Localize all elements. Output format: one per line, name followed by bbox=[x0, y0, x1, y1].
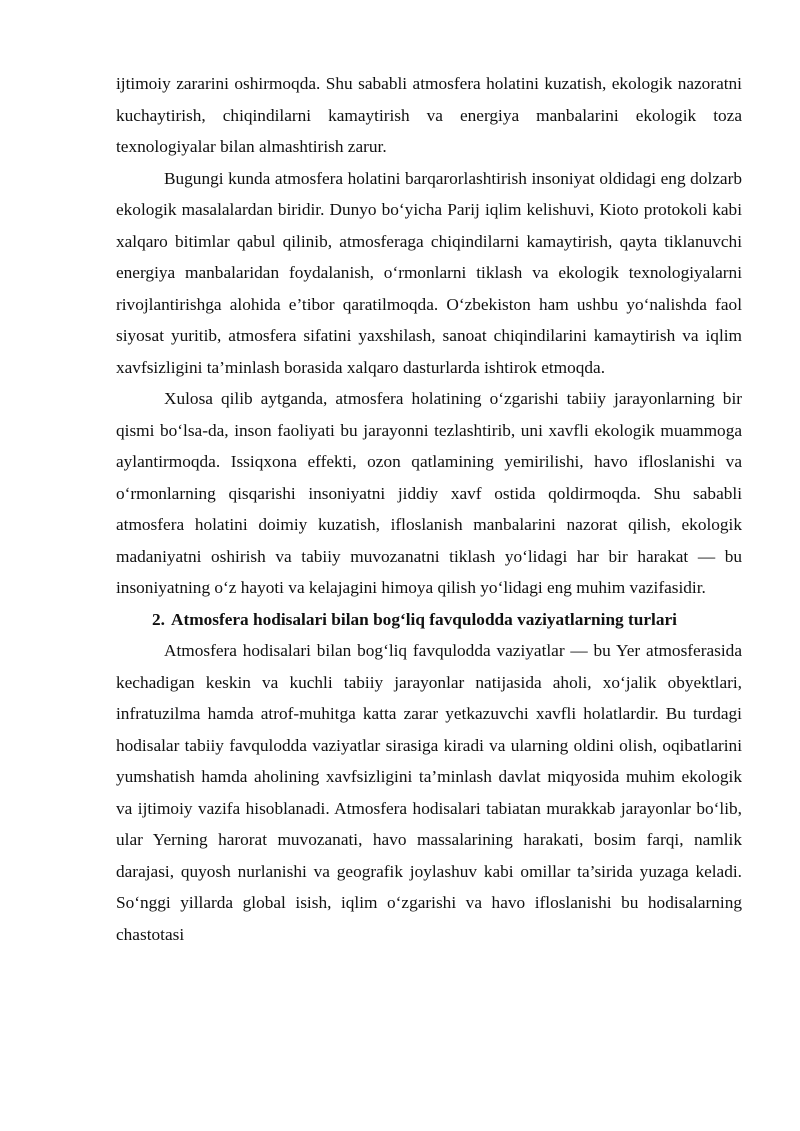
section-number: 2. bbox=[152, 609, 165, 629]
section-heading bbox=[116, 604, 742, 636]
paragraph-atmospheric-emergencies: Atmosfera hodisalari bilan bog‘liq favqulodda vaziyatlar — bu Yer atmosferasida kechadigan keskin va kuchli tabiiy jarayonlar natijasida aholi, xo‘jalik obyektlari, infratuzilma hamda atrof-muhitga katta zarar yetkazuvchi xavfli holatlardir. Bu turdagi hodisalar tabiiy favqulodda vaziyatlar sirasiga kiradi va ularning oldini olish, oqibatlarini yumshatish hamda aholining xavfsizligini ta’minlash davlat miqyosida muhim ekologik va ijtimoiy vazifa hisoblanadi. Atmosfera hodisalari tabiatan murakkab jarayonlar bo‘lib, ular Yerning harorat muvozanati, havo massalarining harakati, bosim farqi, namlik darajasi, quyosh nurlanishi va geografik joylashuv kabi omillar ta’sirida yuzaga keladi. So‘nggi yillarda global isish, iqlim o‘zgarishi va havo ifloslanishi bu hodisalarning chastotasi bbox=[116, 641, 742, 944]
section-heading-text: Atmosfera hodisalari bilan bog‘liq favqulodda vaziyatlarning turlari bbox=[170, 609, 677, 629]
paragraph-continued: ijtimoiy zararini oshirmoqda. Shu sababli atmosfera holatini kuzatish, ekologik nazoratni kuchaytirish, chiqindilarni kamaytirish va energiya manbalarini ekologik toza texnologiyalar bilan almashtirish zarur. bbox=[116, 74, 742, 156]
paragraph-global-efforts: Bugungi kunda atmosfera holatini barqarorlashtirish insoniyat oldidagi eng dolzarb ekologik masalalardan biridir. Dunyo bo‘yicha Parij iqlim kelishuvi, Kioto protokoli kabi xalqaro bitimlar qabul qilinib, atmosferaga chiqindilarni kamaytirish, qayta tiklanuvchi energiya manbalaridan foydalanish, o‘rmonlarni tiklash va ekologik texnologiyalarni rivojlantirishga alohida e’tibor qaratilmoqda. O‘zbekiston ham ushbu yo‘nalishda faol siyosat yuritib, atmosfera sifatini yaxshilash, sanoat chiqindilarini kamaytirish va iqlim xavfsizligini ta’minlash borasida xalqaro dasturlarda ishtirok etmoqda. bbox=[116, 168, 742, 377]
paragraph-conclusion: Xulosa qilib aytganda, atmosfera holatining o‘zgarishi tabiiy jarayonlarning bir qismi bo‘lsa-da, inson faoliyati bu jarayonni tezlashtirib, uni xavfli ekologik muammoga aylantirmoqda. Issiqxona effekti, ozon qatlamining yemirilishi, havo ifloslanishi va o‘rmonlarning qisqarishi insoniyatni jiddiy xavf ostida qoldirmoqda. Shu sababli atmosfera holatini doimiy kuzatish, ifloslanish manbalarini nazorat qilish, ekologik madaniyatni oshirish va tabiiy muvozanatni tiklash yo‘lidagi har bir harakat — bu insoniyatning o‘z hayoti va kelajagini himoya qilish yo‘lidagi eng muhim vazifasidir. bbox=[116, 389, 742, 597]
document-page bbox=[116, 68, 742, 950]
